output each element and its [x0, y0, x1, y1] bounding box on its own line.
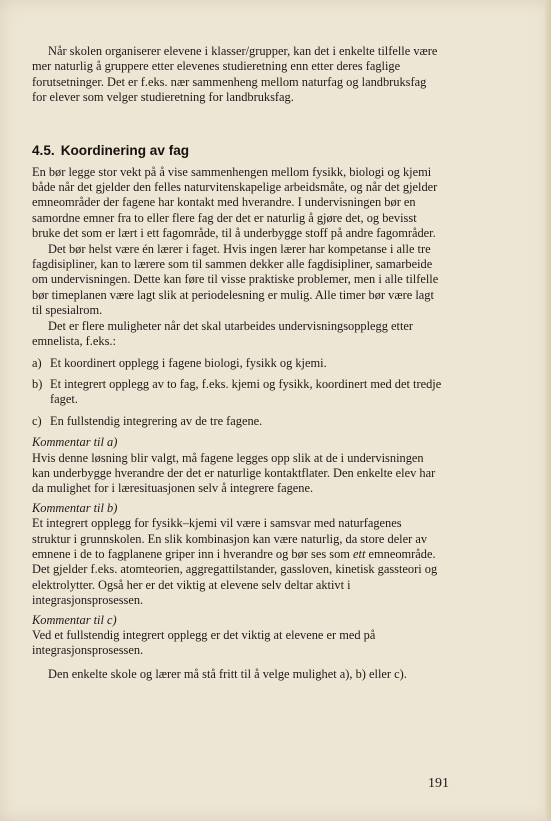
option-text: Et integrert opplegg av to fag, f.eks. kjemi og fysikk, koordinert med det tredje faget.	[50, 376, 442, 407]
comment-b-title: Kommentar til b)	[32, 500, 118, 515]
paragraph-teacher: Det bør helst være én lærer i faget. Hvis ingen lærer har kompetanse i alle tre fagdisipliner, kan to lærere som til sammen dekker alle fagdisipliner, samarbeide om undervisningen. Dette kan føre til visse praktiske problemer, men i alle tilfelle bør timeplanen være lagt slik at periodelesning er mulig. Alle timer bør være lagt til spesialrom.	[32, 241, 439, 318]
paragraph-possibilities: Det er flere muligheter når det skal utarbeides undervisningsopplegg etter emnelista, f.eks.:	[32, 318, 414, 349]
page-edge	[545, 0, 551, 821]
comment-b-text	[32, 516, 442, 608]
option-marker: c)	[32, 413, 42, 428]
comment-b-emphasis: ett	[353, 546, 366, 561]
paragraph-coordination: En bør legge stor vekt på å vise sammenhengen mellom fysikk, biologi og kjemi både når det gjelder den felles naturvitenskapelige arbeidsmåte, og når det gjelder emneområder der fagene har kontakt med hverandre. I undervisningen bør en samordne emner fra to eller flere fag der det er naturlig å gjøre det, og bevisst bruke det som er lært i ett fagområde, til å underbygge stoff på andre fagområder.	[32, 164, 438, 241]
option-item	[32, 414, 442, 429]
section-heading	[32, 142, 442, 160]
comment-c-title: Kommentar til c)	[32, 612, 117, 627]
comment-b-text-after: emneområde. Det gjelder f.eks. atomteorien, aggregattilstander, gassloven, kinetisk gassteori og elektrolytter. Også her er det viktig at elevene selv deltar aktivt i integrasjonsprosessen.	[32, 546, 438, 608]
option-item	[32, 356, 442, 371]
intro-paragraph: Når skolen organiserer elevene i klasser/grupper, kan det i enkelte tilfelle være mer naturlig å gruppere etter elevenes studieretning enn etter deres faglige forutsetninger. Det er f.eks. nær sammenheng mellom naturfag og landbruksfag for elever som velger studieretning for landbruksfag.	[32, 44, 438, 105]
comment-c-text: Ved et fullstendig integrert opplegg er det viktig at elevene er med på integrasjonsprosessen.	[32, 628, 376, 658]
page-number: 191	[428, 776, 449, 791]
page-content	[32, 44, 442, 682]
option-text: En fullstendig integrering av de tre fagene.	[50, 413, 263, 428]
option-marker: a)	[32, 355, 42, 370]
options-list	[32, 356, 442, 430]
option-item	[32, 377, 442, 408]
section-title: Koordinering av fag	[60, 142, 190, 158]
option-marker: b)	[32, 376, 43, 391]
closing-paragraph: Den enkelte skole og lærer må stå fritt til å velge mulighet a), b) eller c).	[48, 666, 407, 681]
comment-b-text-before: Et integrert opplegg for fysikk–kjemi vil være i samsvar med naturfagenes struktur i grunnskolen. En slik kombinasjon kan være naturlig, da store deler av emnene i de to fagplanene griper inn i hverandre og bør ses som	[32, 516, 428, 561]
comment-a-text: Hvis denne løsning blir valgt, må fagene legges opp slik at de i undervisningen kan underbygge hverandre der det er naturlige kontaktflater. Den enkelte elev har da mulighet for i læresituasjonen selv å integrere fagene.	[32, 450, 436, 496]
section-number: 4.5.	[32, 142, 55, 158]
comment-a-title: Kommentar til a)	[32, 435, 118, 450]
option-text: Et koordinert opplegg i fagene biologi, fysikk og kjemi.	[50, 355, 327, 370]
